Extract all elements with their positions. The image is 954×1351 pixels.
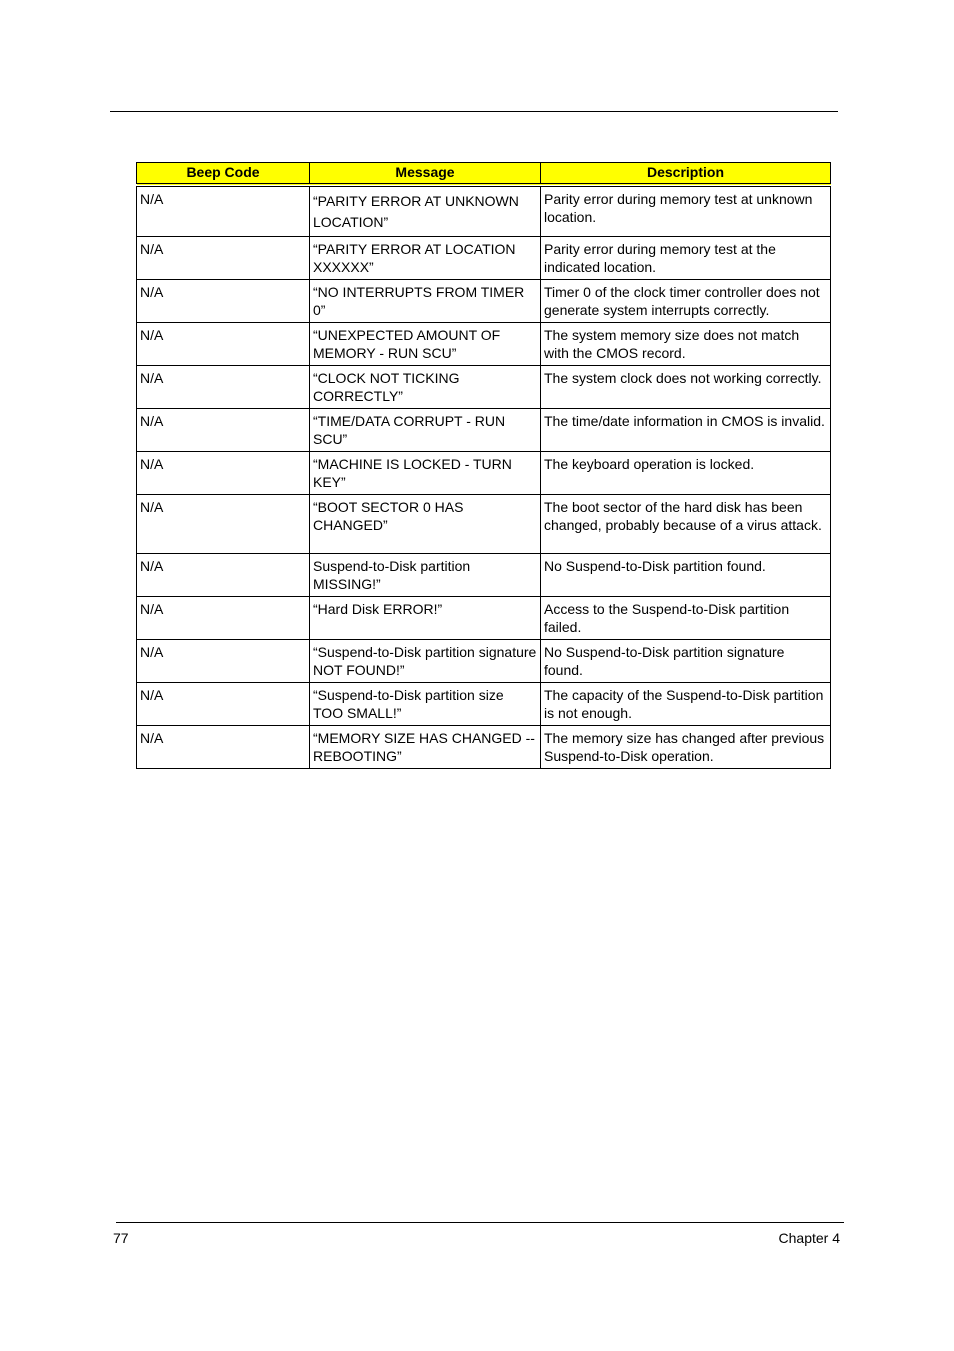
beep-code-cell: N/A: [137, 280, 310, 323]
description-cell: The memory size has changed after previous Suspend-to-Disk operation.: [541, 726, 831, 769]
table-row: [137, 726, 831, 769]
message-cell: “BOOT SECTOR 0 HAS CHANGED”: [310, 495, 541, 554]
beep-code-cell: N/A: [137, 452, 310, 495]
description-cell: The boot sector of the hard disk has been changed, probably because of a virus attack.: [541, 495, 831, 554]
table-row: [137, 366, 831, 409]
beep-code-cell: N/A: [137, 597, 310, 640]
description-cell: No Suspend-to-Disk partition found.: [541, 554, 831, 597]
description-cell: Access to the Suspend-to-Disk partition failed.: [541, 597, 831, 640]
message-cell: Suspend-to-Disk partition MISSING!”: [310, 554, 541, 597]
beep-code-cell: N/A: [137, 726, 310, 769]
message-cell: “Hard Disk ERROR!”: [310, 597, 541, 640]
table-row: [137, 185, 831, 237]
beep-code-cell: N/A: [137, 495, 310, 554]
column-header-message: Message: [310, 163, 541, 186]
column-header-description: Description: [541, 163, 831, 186]
message-cell: “PARITY ERROR AT UNKNOWN LOCATION”: [310, 185, 541, 237]
description-cell: Parity error during memory test at unknown location.: [541, 185, 831, 237]
table-row: [137, 280, 831, 323]
table-row: [137, 237, 831, 280]
table-row: [137, 554, 831, 597]
beep-code-cell: N/A: [137, 554, 310, 597]
chapter-label: Chapter 4: [778, 1230, 840, 1246]
message-cell: “PARITY ERROR AT LOCATION XXXXXX”: [310, 237, 541, 280]
table-row: [137, 597, 831, 640]
table-row: [137, 323, 831, 366]
beep-code-cell: N/A: [137, 185, 310, 237]
table-row: [137, 495, 831, 554]
description-cell: The keyboard operation is locked.: [541, 452, 831, 495]
message-cell: “NO INTERRUPTS FROM TIMER 0”: [310, 280, 541, 323]
table-header-row: [137, 163, 831, 186]
description-cell: The time/date information in CMOS is invalid.: [541, 409, 831, 452]
beep-code-cell: N/A: [137, 323, 310, 366]
beep-code-cell: N/A: [137, 640, 310, 683]
message-cell: “UNEXPECTED AMOUNT OF MEMORY - RUN SCU”: [310, 323, 541, 366]
beep-code-table: [136, 162, 831, 769]
beep-code-cell: N/A: [137, 237, 310, 280]
description-cell: The capacity of the Suspend-to-Disk partition is not enough.: [541, 683, 831, 726]
header-rule: [110, 111, 838, 112]
description-cell: No Suspend-to-Disk partition signature found.: [541, 640, 831, 683]
table-row: [137, 409, 831, 452]
message-cell: “Suspend-to-Disk partition signature NOT FOUND!”: [310, 640, 541, 683]
description-cell: Parity error during memory test at the indicated location.: [541, 237, 831, 280]
table-row: [137, 683, 831, 726]
page-number: 77: [113, 1230, 129, 1246]
message-cell: “MACHINE IS LOCKED - TURN KEY”: [310, 452, 541, 495]
message-cell: “MEMORY SIZE HAS CHANGED -- REBOOTING”: [310, 726, 541, 769]
beep-code-cell: N/A: [137, 683, 310, 726]
beep-code-cell: N/A: [137, 409, 310, 452]
footer-rule: [116, 1222, 844, 1223]
message-cell: “CLOCK NOT TICKING CORRECTLY”: [310, 366, 541, 409]
table-row: [137, 640, 831, 683]
description-cell: Timer 0 of the clock timer controller does not generate system interrupts correctly.: [541, 280, 831, 323]
message-cell: “TIME/DATA CORRUPT - RUN SCU”: [310, 409, 541, 452]
description-cell: The system memory size does not match with the CMOS record.: [541, 323, 831, 366]
message-cell: “Suspend-to-Disk partition size TOO SMALL!”: [310, 683, 541, 726]
table-row: [137, 452, 831, 495]
column-header-beep-code: Beep Code: [137, 163, 310, 186]
beep-code-cell: N/A: [137, 366, 310, 409]
description-cell: The system clock does not working correctly.: [541, 366, 831, 409]
